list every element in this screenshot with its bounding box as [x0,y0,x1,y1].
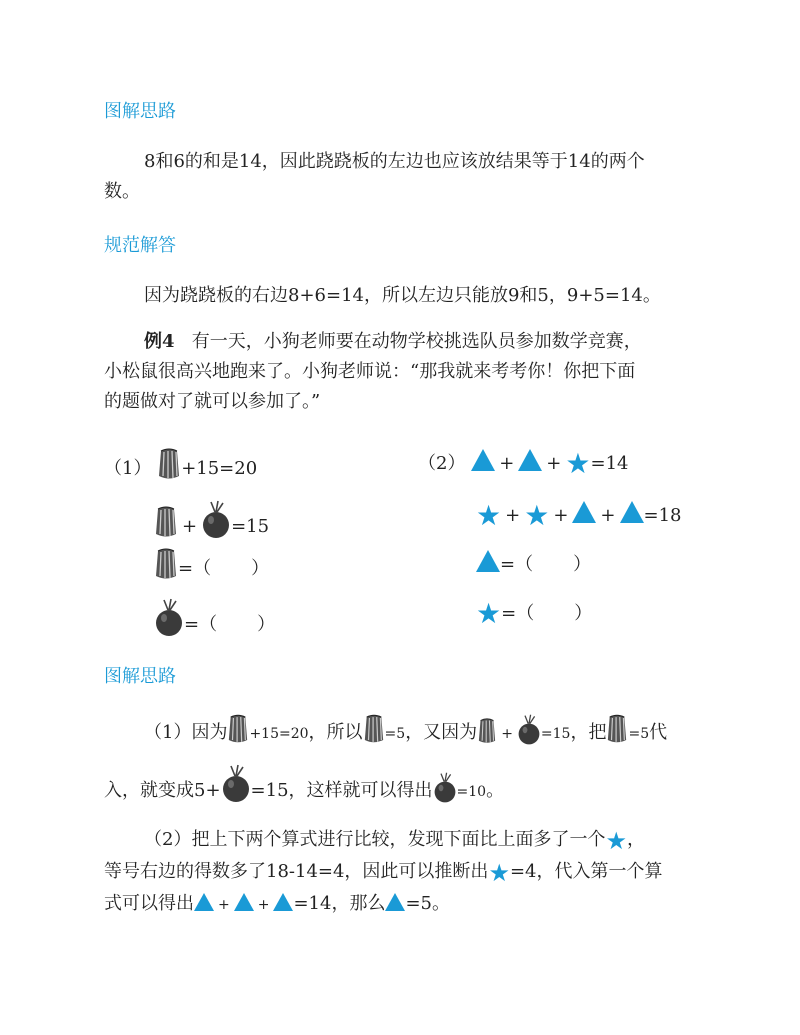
plus-sign: + [499,453,515,474]
solution2-line1 [144,824,645,856]
solution1-line2 [104,764,504,808]
problem1-eq3-close: ） [251,558,270,579]
solution2-line2 [104,856,663,888]
plus-sign: + [501,726,513,742]
triangle-icon [273,893,293,911]
text: =5 [628,726,650,742]
cabbage-icon [227,714,249,744]
text: ，所以 [308,722,363,743]
cabbage-icon [157,448,181,480]
text: ，代入第一个算 [536,861,663,882]
triangle-icon [471,449,495,471]
text: =15 [250,780,289,801]
problem2-eq4-rest: =（ [501,603,535,624]
plus-sign: + [546,453,562,474]
radish-icon [154,598,184,638]
radish-icon [433,772,457,804]
star-icon: ★ [524,499,550,532]
example-label: 例4 [144,331,175,352]
problem2-eq1 [418,448,628,480]
star-icon: ★ [476,499,502,532]
problem1-eq3 [154,548,269,585]
problem2-eq3-close: ） [573,554,592,575]
text: 入，就变成 [104,780,194,801]
text: ，这样就可以得出 [288,780,433,801]
triangle-icon [194,893,214,911]
problem2-eq2-rest: =18 [643,505,682,526]
problem1-number: （1） [104,458,152,479]
cabbage-icon [363,714,385,744]
section-heading-analysis-2: 图解思路 [104,666,176,687]
text: 。 [486,780,505,801]
example-line1 [144,326,642,358]
text: （2）把上下两个算式进行比较，发现下面比上面多了一个 [144,829,606,850]
analysis-text-line1: 8和6的和是14，因此跷跷板的左边也应该放结果等于14的两个 [144,151,645,172]
text: ，又因为 [405,722,478,743]
triangle-icon [518,449,542,471]
text: ，那么 [331,893,386,914]
radish-icon [221,764,251,804]
text: 式可以得出 [104,893,194,914]
problem2-eq4-close: ） [574,603,593,624]
cabbage-icon [606,714,628,744]
problem1-eq4-rest: =（ [184,614,218,635]
text: 等号右边的得数多了18-14=4，因此可以推断出 [104,861,489,882]
text: ，把 [570,722,607,743]
radish-icon [517,714,541,746]
plus-sign: + [182,516,198,537]
radish-icon [201,500,231,540]
solution1-line1 [144,714,667,750]
triangle-icon [234,893,254,911]
problem1-eq3-rest: =（ [178,558,212,579]
solution2-line3 [104,888,450,921]
problem1-eq4 [154,598,275,641]
triangle-icon [476,550,500,572]
text: =5 [405,893,433,914]
section-heading-answer: 规范解答 [104,235,176,256]
answer-text: 因为跷跷板的右边8+6=14，所以左边只能放9和5，9+5=14。 [144,285,661,306]
plus-sign: + [505,505,521,526]
star-icon: ★ [476,597,502,630]
text: ， [626,829,645,850]
problem2-eq3 [476,549,591,581]
section-heading-analysis: 图解思路 [104,101,176,122]
text: =14 [293,893,332,914]
example-line3: 的题做对了就可以参加了。” [104,391,321,412]
text: =5 [384,726,406,742]
problem2-eq1-rest: =14 [590,453,629,474]
problem2-eq3-rest: =（ [500,554,534,575]
problem1-eq1-rest: +15=20 [181,458,258,479]
plus-sign: + [600,505,616,526]
plus-sign: + [553,505,569,526]
text: =15 [540,726,571,742]
problem2-number: （2） [418,453,466,474]
example-line1-text: 有一天，小狗老师要在动物学校挑选队员参加数学竞赛， [191,331,642,352]
cabbage-icon [154,548,178,580]
star-icon: ★ [488,859,510,887]
plus-sign: + [218,897,230,913]
triangle-icon [620,501,644,523]
text: +15=20 [249,726,309,742]
problem2-eq2 [476,500,682,532]
plus-sign: + [257,897,270,913]
text: 5+ [194,780,221,801]
text: =10 [456,784,487,800]
star-icon: ★ [605,827,627,855]
triangle-icon [572,501,596,523]
triangle-icon [385,893,405,911]
text: =4 [509,861,537,882]
star-icon: ★ [565,447,591,480]
cabbage-icon [477,718,497,744]
example-line2: 小松鼠很高兴地跑来了。小狗老师说：“那我就来考考你！你把下面 [104,361,636,382]
text: （1）因为 [144,722,228,743]
text: 。 [432,893,451,914]
analysis-text-line2: 数。 [104,181,140,202]
cabbage-icon [154,506,178,538]
problem2-eq4 [476,598,592,630]
text: 代 [649,722,668,743]
problem1-eq1 [104,448,257,485]
problem1-eq2-rest: =15 [231,516,270,537]
problem1-eq4-close: ） [257,614,276,635]
problem1-eq2 [154,500,269,543]
